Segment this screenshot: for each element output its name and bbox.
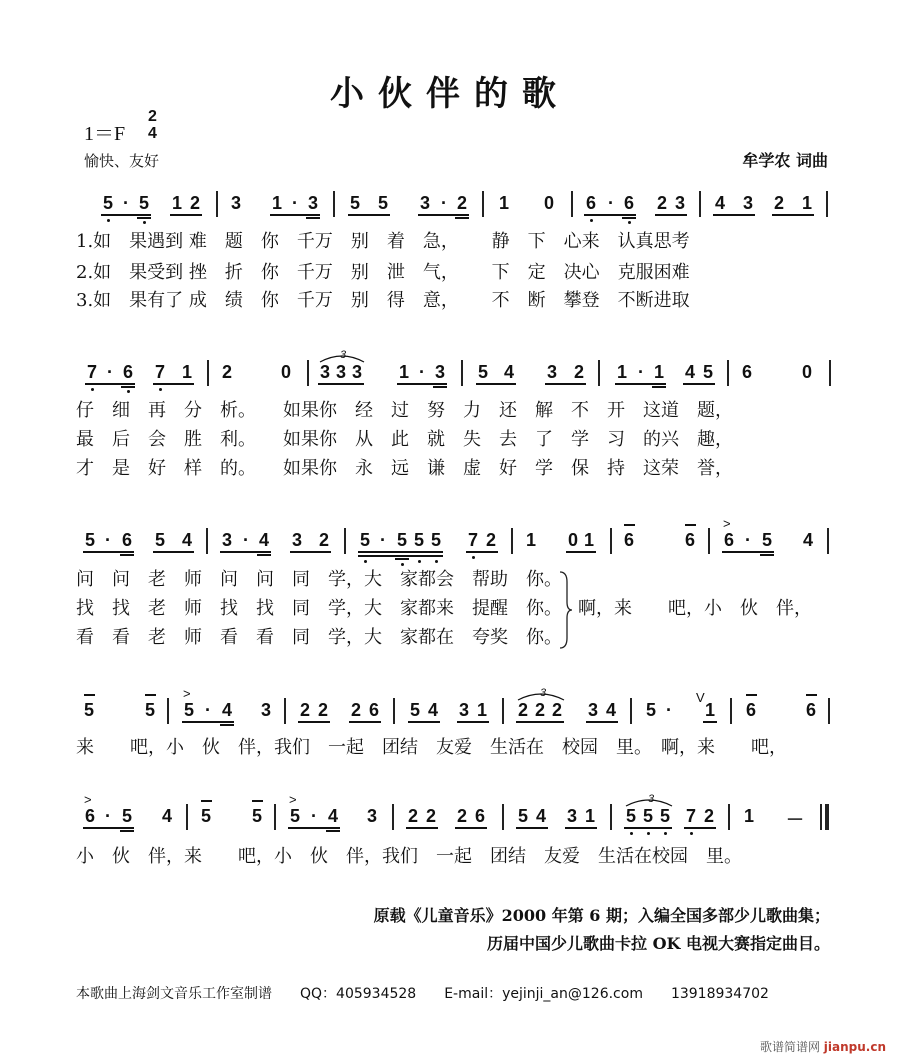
- dot: ·: [243, 530, 249, 550]
- note: 5: [625, 806, 636, 826]
- note: 5: [430, 530, 441, 550]
- note: 1: [653, 362, 664, 382]
- barline: [344, 528, 346, 554]
- note: 4: [684, 362, 695, 382]
- tenuto-mark: [624, 524, 635, 526]
- note: 3: [419, 193, 430, 213]
- note: 5: [377, 193, 388, 213]
- note: 3: [230, 193, 241, 213]
- lyrics-verse-3: 看 看 老 师 看 看 同 学，大 家都在 夸奖 你。: [76, 627, 562, 648]
- time-signature-bottom: 4: [148, 125, 157, 142]
- note: 2: [407, 806, 418, 826]
- note: 1: [801, 193, 812, 213]
- barline: [598, 360, 600, 386]
- note: 3: [434, 362, 445, 382]
- note: 5: [349, 193, 360, 213]
- note: 5: [289, 806, 300, 826]
- accent-icon: >: [183, 686, 191, 701]
- note: 2: [773, 193, 784, 213]
- note: 3: [674, 193, 685, 213]
- note: 4: [535, 806, 546, 826]
- key-signature: 1＝F: [84, 123, 126, 145]
- note: 2: [189, 193, 200, 213]
- note: 5: [477, 362, 488, 382]
- dot: ·: [105, 806, 111, 826]
- tenuto-mark: [806, 694, 817, 696]
- tenuto-mark: [145, 694, 156, 696]
- barline: [827, 528, 829, 554]
- watermark-url: jianpu.cn: [823, 1040, 886, 1054]
- note: 6: [121, 530, 132, 550]
- note: 3: [260, 700, 271, 720]
- barline: [502, 698, 504, 724]
- barline: [284, 698, 286, 724]
- note: 3: [291, 530, 302, 550]
- note: 5: [409, 700, 420, 720]
- accent-icon: >: [84, 792, 92, 807]
- barline: [307, 360, 309, 386]
- dot: ·: [419, 362, 425, 382]
- dot: ·: [441, 193, 447, 213]
- barline: [274, 804, 276, 830]
- note: 4: [503, 362, 514, 382]
- sustain-dash: －: [786, 810, 804, 830]
- note: 1: [398, 362, 409, 382]
- accent-icon: >: [723, 516, 731, 531]
- note: 6: [684, 530, 695, 550]
- lyrics-verse-3: 才 是 好 样 的。 如果你 永 远 谦 虚 好 学 保 持 这荣 誉，: [76, 458, 733, 479]
- note: 2: [456, 193, 467, 213]
- note: 5: [154, 530, 165, 550]
- final-barline-thick: [825, 804, 829, 830]
- note: 3: [587, 700, 598, 720]
- note: 5: [359, 530, 370, 550]
- note: 6: [368, 700, 379, 720]
- barline: [630, 698, 632, 724]
- note: 2: [317, 700, 328, 720]
- barline: [482, 191, 484, 217]
- note: 6: [84, 806, 95, 826]
- dot: ·: [205, 700, 211, 720]
- barline: [571, 191, 573, 217]
- note: 6: [122, 362, 133, 382]
- note: 3: [307, 193, 318, 213]
- note: 5: [144, 700, 155, 720]
- tenuto-mark: [252, 800, 263, 802]
- note: 3: [319, 362, 330, 382]
- note: 6: [805, 700, 816, 720]
- note: 5: [183, 700, 194, 720]
- note: 4: [605, 700, 616, 720]
- dot: ·: [105, 530, 111, 550]
- barline: [186, 804, 188, 830]
- triplet-slur: [318, 352, 366, 364]
- note: 1: [498, 193, 509, 213]
- barline: [829, 360, 831, 386]
- note: 2: [350, 700, 361, 720]
- note: 5: [642, 806, 653, 826]
- note: 5: [702, 362, 713, 382]
- composer-credit: 牟学农 词曲: [742, 151, 828, 170]
- tempo-marking: 愉快、友好: [84, 152, 160, 170]
- note: 1: [181, 362, 192, 382]
- barline: [727, 360, 729, 386]
- note: 2: [517, 700, 528, 720]
- note: 7: [685, 806, 696, 826]
- note: 7: [86, 362, 97, 382]
- note: 7: [154, 362, 165, 382]
- note: 2: [656, 193, 667, 213]
- note: 3: [351, 362, 362, 382]
- note: 6: [585, 193, 596, 213]
- note: 4: [181, 530, 192, 550]
- triplet-mark: 3: [648, 793, 655, 805]
- note: 1: [704, 700, 715, 720]
- source-note-line2: 历届中国少儿歌曲卡拉 OK 电视大赛指定曲目。: [487, 934, 830, 953]
- note: 1: [171, 193, 182, 213]
- note: 6: [741, 362, 752, 382]
- final-barline-thin: [820, 804, 822, 830]
- note: 6: [745, 700, 756, 720]
- note: 5: [138, 193, 149, 213]
- note: 1: [616, 362, 627, 382]
- note: 2: [221, 362, 232, 382]
- low-octave-dot: [143, 221, 146, 224]
- note: 4: [802, 530, 813, 550]
- accent-icon: >: [289, 792, 297, 807]
- barline: [392, 804, 394, 830]
- barline: [207, 360, 209, 386]
- barline: [206, 528, 208, 554]
- barline: [333, 191, 335, 217]
- note: 2: [551, 700, 562, 720]
- note: 2: [425, 806, 436, 826]
- note: 5: [761, 530, 772, 550]
- note: 1: [743, 806, 754, 826]
- note: 1: [583, 530, 594, 550]
- barline: [728, 804, 730, 830]
- note: 5: [121, 806, 132, 826]
- low-octave-dot: [107, 219, 110, 222]
- page-title: 小伙伴的歌: [330, 74, 570, 114]
- note: 3: [566, 806, 577, 826]
- note: 3: [546, 362, 557, 382]
- dot: ·: [380, 530, 386, 550]
- note: 4: [427, 700, 438, 720]
- barline: [826, 191, 828, 217]
- barline: [708, 528, 710, 554]
- dot: ·: [292, 193, 298, 213]
- note: 4: [327, 806, 338, 826]
- rest: 0: [567, 530, 578, 550]
- tenuto-mark: [685, 524, 696, 526]
- note: 4: [714, 193, 725, 213]
- triplet-slur: [516, 690, 566, 702]
- triplet-slur: [624, 796, 674, 808]
- rest: 0: [543, 193, 554, 213]
- barline: [167, 698, 169, 724]
- time-signature-top: 2: [148, 108, 157, 125]
- note: 2: [703, 806, 714, 826]
- note: 6: [623, 530, 634, 550]
- lyrics-line: 小 伙 伴，来 吧，小 伙 伴，我们 一起 团结 友爱 生活在校园 里。: [76, 846, 742, 867]
- low-octave-dot: [628, 221, 631, 224]
- barline: [461, 360, 463, 386]
- rest: 0: [801, 362, 812, 382]
- note: 5: [396, 530, 407, 550]
- note: 3: [366, 806, 377, 826]
- watermark: [760, 1038, 886, 1055]
- note: 5: [645, 700, 656, 720]
- note: 5: [659, 806, 670, 826]
- rest: 0: [280, 362, 291, 382]
- dot: ·: [311, 806, 317, 826]
- note: 3: [458, 700, 469, 720]
- lyrics-verse-1: 问 问 老 师 问 问 同 学，大 家都会 帮助 你。: [76, 569, 562, 590]
- triplet-mark: 3: [340, 349, 347, 361]
- triplet-mark: 3: [540, 687, 547, 699]
- note: 7: [467, 530, 478, 550]
- note: 5: [517, 806, 528, 826]
- note: 2: [456, 806, 467, 826]
- lyrics-verse-2: 2.如 果受到 挫 折 你 千万 别 泄 气， 下 定 决心 克服困难: [76, 262, 690, 283]
- dot: ·: [107, 362, 113, 382]
- barline: [699, 191, 701, 217]
- note: 2: [573, 362, 584, 382]
- transcriber-credit: 本歌曲上海剑文音乐工作室制谱 QQ：405934528 E-mail：yejinji_an@126.com 13918934702: [76, 986, 769, 1002]
- lyrics-line: 来 吧，小 伙 伴，我们 一起 团结 友爱 生活在 校园 里。 啊，来 吧，: [76, 737, 787, 758]
- barline: [216, 191, 218, 217]
- dot: ·: [608, 193, 614, 213]
- barline: [393, 698, 395, 724]
- note: 5: [83, 700, 94, 720]
- barline: [502, 804, 504, 830]
- note: 6: [723, 530, 734, 550]
- note: 4: [161, 806, 172, 826]
- note: 3: [221, 530, 232, 550]
- note: 6: [623, 193, 634, 213]
- lyrics-verse-1: 仔 细 再 分 析。 如果你 经 过 努 力 还 解 不 开 这道 题，: [76, 400, 733, 421]
- note: 3: [335, 362, 346, 382]
- tenuto-mark: [746, 694, 757, 696]
- note: 5: [84, 530, 95, 550]
- note: 4: [258, 530, 269, 550]
- lyrics-verse-2: 找 找 老 师 找 找 同 学，大 家都来 提醒 你。: [76, 598, 562, 619]
- lyrics-verse-3: 3.如 果有了 成 绩 你 千万 别 得 意， 不 断 攀登 不断进取: [76, 290, 690, 311]
- note: 1: [525, 530, 536, 550]
- watermark-cn: 歌谱简谱网: [759, 1040, 820, 1054]
- refrain-lyrics: 啊，来 吧，小 伙 伴，: [578, 598, 812, 619]
- brace-icon: [558, 570, 574, 650]
- barline: [828, 698, 830, 724]
- note: 2: [534, 700, 545, 720]
- note: 2: [299, 700, 310, 720]
- tenuto-mark: [201, 800, 212, 802]
- note: 2: [485, 530, 496, 550]
- note: 4: [221, 700, 232, 720]
- low-octave-dot: [590, 219, 593, 222]
- source-note-line1: 原载《儿童音乐》2000 年第 6 期；入编全国多部少儿歌曲集；: [373, 906, 830, 925]
- barline: [610, 804, 612, 830]
- dot: ·: [638, 362, 644, 382]
- tenuto-mark: [84, 694, 95, 696]
- time-signature: [148, 108, 157, 142]
- note: 5: [200, 806, 211, 826]
- barline: [730, 698, 732, 724]
- note: 5: [413, 530, 424, 550]
- barline: [610, 528, 612, 554]
- note: 1: [271, 193, 282, 213]
- note: 5: [102, 193, 113, 213]
- lyrics-verse-2: 最 后 会 胜 利。 如果你 从 此 就 失 去 了 学 习 的兴 趣，: [76, 429, 733, 450]
- dot: ·: [123, 193, 129, 213]
- note: 6: [474, 806, 485, 826]
- breath-mark-icon: V: [696, 690, 705, 705]
- note: 1: [584, 806, 595, 826]
- dot: ·: [745, 530, 751, 550]
- note: 2: [318, 530, 329, 550]
- dot: ·: [666, 700, 672, 720]
- lyrics-verse-1: 1.如 果遇到 难 题 你 千万 别 着 急， 静 下 心来 认真思考: [76, 231, 690, 252]
- note: 1: [476, 700, 487, 720]
- note: 5: [251, 806, 262, 826]
- note: 3: [742, 193, 753, 213]
- barline: [511, 528, 513, 554]
